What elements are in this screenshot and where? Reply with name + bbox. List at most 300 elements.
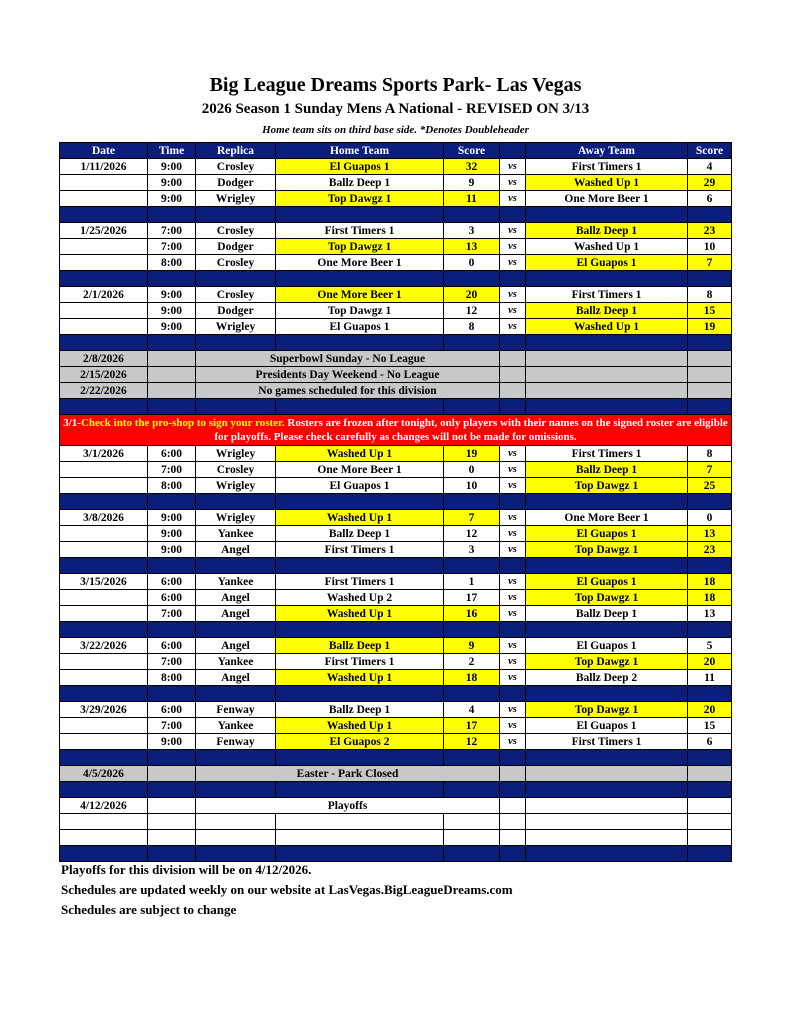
separator-cell xyxy=(60,846,148,862)
separator-cell xyxy=(148,622,196,638)
away-score: 8 xyxy=(688,446,732,462)
home-team: Top Dawgz 1 xyxy=(276,303,444,319)
game-date xyxy=(60,734,148,750)
away-team: Top Dawgz 1 xyxy=(526,478,688,494)
game-field: Wrigley xyxy=(196,446,276,462)
vs-label: vs xyxy=(500,606,526,622)
row-date: 2/15/2026 xyxy=(60,367,148,383)
game-date xyxy=(60,303,148,319)
blank-cell xyxy=(688,814,732,830)
separator-cell xyxy=(526,335,688,351)
game-field: Angel xyxy=(196,542,276,558)
home-team: First Timers 1 xyxy=(276,654,444,670)
col-replica: Replica xyxy=(196,143,276,159)
week-separator xyxy=(60,207,732,223)
home-score: 7 xyxy=(444,510,500,526)
row-blank xyxy=(688,351,732,367)
game-time: 9:00 xyxy=(148,734,196,750)
separator-cell xyxy=(196,207,276,223)
home-score: 0 xyxy=(444,462,500,478)
separator-cell xyxy=(196,750,276,766)
game-row xyxy=(60,255,732,271)
away-team: Washed Up 1 xyxy=(526,239,688,255)
game-time: 9:00 xyxy=(148,510,196,526)
separator-cell xyxy=(276,782,444,798)
page-subtitle: 2026 Season 1 Sunday Mens A National - REVISED ON 3/13 xyxy=(201,101,590,117)
away-score: 20 xyxy=(688,654,732,670)
row-blank xyxy=(526,351,688,367)
col-home-team: Home Team xyxy=(276,143,444,159)
game-row xyxy=(60,542,732,558)
vs-label: vs xyxy=(500,462,526,478)
week-separator xyxy=(60,558,732,574)
home-score: 12 xyxy=(444,526,500,542)
game-field: Wrigley xyxy=(196,319,276,335)
away-score: 20 xyxy=(688,702,732,718)
home-team-note: Home team sits on third base side. *Denotes Doubleheader xyxy=(262,124,529,136)
game-time: 8:00 xyxy=(148,255,196,271)
game-field: Angel xyxy=(196,670,276,686)
separator-cell xyxy=(60,335,148,351)
vs-label: vs xyxy=(500,239,526,255)
home-score: 17 xyxy=(444,590,500,606)
game-row xyxy=(60,287,732,303)
separator-cell xyxy=(60,399,148,415)
away-score: 5 xyxy=(688,638,732,654)
game-row xyxy=(60,718,732,734)
blank-cell xyxy=(444,814,500,830)
home-score: 12 xyxy=(444,734,500,750)
away-score: 6 xyxy=(688,191,732,207)
schedule-body xyxy=(60,159,732,862)
game-field: Dodger xyxy=(196,175,276,191)
game-date xyxy=(60,255,148,271)
home-score: 1 xyxy=(444,574,500,590)
home-team: Ballz Deep 1 xyxy=(276,702,444,718)
game-field: Dodger xyxy=(196,303,276,319)
game-row xyxy=(60,239,732,255)
away-team: Top Dawgz 1 xyxy=(526,542,688,558)
game-row xyxy=(60,654,732,670)
game-date xyxy=(60,462,148,478)
separator-cell xyxy=(60,271,148,287)
separator-cell xyxy=(148,494,196,510)
vs-label: vs xyxy=(500,319,526,335)
game-date: 2/1/2026 xyxy=(60,287,148,303)
home-team: El Guapos 1 xyxy=(276,319,444,335)
separator-cell xyxy=(526,622,688,638)
home-team: First Timers 1 xyxy=(276,542,444,558)
away-team: First Timers 1 xyxy=(526,159,688,175)
home-team: Washed Up 1 xyxy=(276,718,444,734)
week-separator xyxy=(60,271,732,287)
separator-cell xyxy=(444,686,500,702)
game-field: Wrigley xyxy=(196,478,276,494)
game-time: 9:00 xyxy=(148,191,196,207)
vs-label: vs xyxy=(500,287,526,303)
col-away-team: Away Team xyxy=(526,143,688,159)
home-score: 12 xyxy=(444,303,500,319)
vs-label: vs xyxy=(500,159,526,175)
game-field: Fenway xyxy=(196,702,276,718)
row-date: 2/8/2026 xyxy=(60,351,148,367)
away-team: Top Dawgz 1 xyxy=(526,702,688,718)
home-team: El Guapos 1 xyxy=(276,159,444,175)
game-time: 6:00 xyxy=(148,574,196,590)
away-team: El Guapos 1 xyxy=(526,574,688,590)
separator-cell xyxy=(276,750,444,766)
home-team: El Guapos 2 xyxy=(276,734,444,750)
vs-label: vs xyxy=(500,478,526,494)
home-score: 13 xyxy=(444,239,500,255)
home-score: 17 xyxy=(444,718,500,734)
row-blank xyxy=(688,383,732,399)
away-team: Top Dawgz 1 xyxy=(526,654,688,670)
separator-cell xyxy=(196,335,276,351)
separator-cell xyxy=(688,558,732,574)
home-score: 18 xyxy=(444,670,500,686)
header-row xyxy=(60,143,732,159)
separator-cell xyxy=(148,558,196,574)
game-date: 3/29/2026 xyxy=(60,702,148,718)
game-time: 6:00 xyxy=(148,702,196,718)
home-score: 3 xyxy=(444,542,500,558)
game-time: 7:00 xyxy=(148,223,196,239)
game-row xyxy=(60,638,732,654)
blank-cell xyxy=(688,830,732,846)
row-blank xyxy=(526,383,688,399)
home-team: Washed Up 1 xyxy=(276,670,444,686)
row-blank xyxy=(148,798,196,814)
away-team: First Timers 1 xyxy=(526,287,688,303)
col-vs xyxy=(500,143,526,159)
footer-playoffs-note: Playoffs for this division will be on 4/12/2026. xyxy=(61,862,312,877)
separator-cell xyxy=(276,622,444,638)
home-team: First Timers 1 xyxy=(276,223,444,239)
separator-cell xyxy=(526,846,688,862)
separator-cell xyxy=(60,207,148,223)
separator-cell xyxy=(526,558,688,574)
separator-cell xyxy=(688,494,732,510)
game-row xyxy=(60,510,732,526)
blank-cell xyxy=(196,814,276,830)
away-team: One More Beer 1 xyxy=(526,191,688,207)
row-text: Easter - Park Closed xyxy=(196,766,500,782)
vs-label: vs xyxy=(500,702,526,718)
game-field: Wrigley xyxy=(196,510,276,526)
game-time: 6:00 xyxy=(148,638,196,654)
home-score: 9 xyxy=(444,638,500,654)
separator-cell xyxy=(444,335,500,351)
game-field: Yankee xyxy=(196,654,276,670)
col-away-score: Score xyxy=(688,143,732,159)
away-team: First Timers 1 xyxy=(526,734,688,750)
separator-cell xyxy=(196,558,276,574)
away-score: 11 xyxy=(688,670,732,686)
blank-cell xyxy=(60,814,148,830)
blank-cell xyxy=(526,814,688,830)
away-score: 29 xyxy=(688,175,732,191)
schedule-table xyxy=(59,142,732,862)
blank-cell xyxy=(444,830,500,846)
game-time: 8:00 xyxy=(148,478,196,494)
row-text: No games scheduled for this division xyxy=(196,383,500,399)
week-separator xyxy=(60,335,732,351)
away-score: 15 xyxy=(688,303,732,319)
separator-cell xyxy=(196,846,276,862)
away-team: El Guapos 1 xyxy=(526,638,688,654)
separator-cell xyxy=(276,335,444,351)
roster-notice-row xyxy=(60,415,732,446)
home-team: Washed Up 1 xyxy=(276,606,444,622)
away-score: 10 xyxy=(688,239,732,255)
game-date xyxy=(60,239,148,255)
separator-cell xyxy=(444,782,500,798)
week-separator xyxy=(60,494,732,510)
vs-label: vs xyxy=(500,654,526,670)
week-separator xyxy=(60,622,732,638)
separator-cell xyxy=(60,558,148,574)
home-team: Top Dawgz 1 xyxy=(276,239,444,255)
row-blank xyxy=(500,383,526,399)
separator-cell xyxy=(500,399,526,415)
vs-label: vs xyxy=(500,223,526,239)
game-date: 3/22/2026 xyxy=(60,638,148,654)
game-field: Fenway xyxy=(196,734,276,750)
home-score: 2 xyxy=(444,654,500,670)
game-field: Yankee xyxy=(196,526,276,542)
vs-label: vs xyxy=(500,446,526,462)
separator-cell xyxy=(526,750,688,766)
game-date xyxy=(60,718,148,734)
separator-cell xyxy=(196,399,276,415)
page-title: Big League Dreams Sports Park- Las Vegas xyxy=(209,74,582,96)
away-score: 7 xyxy=(688,462,732,478)
game-row xyxy=(60,702,732,718)
away-score: 13 xyxy=(688,606,732,622)
home-team: Ballz Deep 1 xyxy=(276,638,444,654)
away-team: First Timers 1 xyxy=(526,446,688,462)
separator-cell xyxy=(444,622,500,638)
row-date: 4/5/2026 xyxy=(60,766,148,782)
game-date xyxy=(60,526,148,542)
separator-cell xyxy=(196,622,276,638)
away-score: 15 xyxy=(688,718,732,734)
home-score: 3 xyxy=(444,223,500,239)
vs-label: vs xyxy=(500,255,526,271)
separator-cell xyxy=(196,782,276,798)
game-row xyxy=(60,734,732,750)
row-blank xyxy=(688,766,732,782)
game-row xyxy=(60,446,732,462)
home-score: 0 xyxy=(444,255,500,271)
game-date xyxy=(60,319,148,335)
separator-cell xyxy=(688,271,732,287)
vs-label: vs xyxy=(500,303,526,319)
game-time: 9:00 xyxy=(148,175,196,191)
col-home-score: Score xyxy=(444,143,500,159)
separator-cell xyxy=(500,558,526,574)
away-team: Washed Up 1 xyxy=(526,175,688,191)
footer-website-note: Schedules are updated weekly on our website at LasVegas.BigLeagueDreams.com xyxy=(61,882,513,897)
separator-cell xyxy=(196,494,276,510)
away-score: 19 xyxy=(688,319,732,335)
separator-cell xyxy=(688,686,732,702)
game-time: 6:00 xyxy=(148,590,196,606)
row-blank xyxy=(500,351,526,367)
game-date: 3/15/2026 xyxy=(60,574,148,590)
week-separator xyxy=(60,750,732,766)
game-time: 9:00 xyxy=(148,542,196,558)
col-date: Date xyxy=(60,143,148,159)
home-team: One More Beer 1 xyxy=(276,462,444,478)
row-date: 4/12/2026 xyxy=(60,798,148,814)
separator-cell xyxy=(196,686,276,702)
home-score: 32 xyxy=(444,159,500,175)
home-score: 11 xyxy=(444,191,500,207)
game-date xyxy=(60,654,148,670)
blank-cell xyxy=(526,830,688,846)
row-blank xyxy=(500,766,526,782)
playoffs-row xyxy=(60,798,732,814)
separator-cell xyxy=(688,846,732,862)
separator-cell xyxy=(60,686,148,702)
game-time: 9:00 xyxy=(148,319,196,335)
home-score: 10 xyxy=(444,478,500,494)
off-week-row xyxy=(60,367,732,383)
separator-cell xyxy=(526,399,688,415)
off-week-row xyxy=(60,383,732,399)
away-team: Ballz Deep 1 xyxy=(526,462,688,478)
separator-cell xyxy=(60,622,148,638)
away-score: 23 xyxy=(688,542,732,558)
blank-cell xyxy=(276,830,444,846)
home-team: Top Dawgz 1 xyxy=(276,191,444,207)
separator-cell xyxy=(148,846,196,862)
separator-cell xyxy=(276,686,444,702)
separator-cell xyxy=(444,750,500,766)
game-row xyxy=(60,606,732,622)
blank-cell xyxy=(148,814,196,830)
separator-cell xyxy=(688,622,732,638)
separator-cell xyxy=(444,846,500,862)
game-date: 1/25/2026 xyxy=(60,223,148,239)
game-field: Dodger xyxy=(196,239,276,255)
game-time: 6:00 xyxy=(148,446,196,462)
game-field: Wrigley xyxy=(196,191,276,207)
separator-cell xyxy=(444,399,500,415)
game-row xyxy=(60,574,732,590)
away-score: 18 xyxy=(688,590,732,606)
separator-cell xyxy=(688,782,732,798)
away-score: 0 xyxy=(688,510,732,526)
row-blank xyxy=(526,798,688,814)
notice-rest: Rosters are frozen after tonight, only players with their names on the signed roster are eligible for playoffs. Please check carefully as changes will not be made for omissions. xyxy=(214,417,728,443)
game-date: 1/11/2026 xyxy=(60,159,148,175)
vs-label: vs xyxy=(500,526,526,542)
separator-cell xyxy=(148,750,196,766)
separator-cell xyxy=(500,686,526,702)
game-time: 9:00 xyxy=(148,303,196,319)
row-text: Playoffs xyxy=(196,798,500,814)
home-team: One More Beer 1 xyxy=(276,287,444,303)
separator-cell xyxy=(276,207,444,223)
away-team: Ballz Deep 2 xyxy=(526,670,688,686)
away-score: 7 xyxy=(688,255,732,271)
roster-notice xyxy=(60,415,732,446)
week-separator xyxy=(60,399,732,415)
blank-cell xyxy=(276,814,444,830)
separator-cell xyxy=(148,207,196,223)
separator-cell xyxy=(500,271,526,287)
away-score: 18 xyxy=(688,574,732,590)
separator-cell xyxy=(148,782,196,798)
separator-cell xyxy=(500,494,526,510)
blank-cell xyxy=(500,814,526,830)
blank-cell xyxy=(196,830,276,846)
vs-label: vs xyxy=(500,590,526,606)
game-field: Crosley xyxy=(196,159,276,175)
vs-label: vs xyxy=(500,670,526,686)
row-blank xyxy=(526,766,688,782)
easter-row xyxy=(60,766,732,782)
away-team: Top Dawgz 1 xyxy=(526,590,688,606)
home-team: Ballz Deep 1 xyxy=(276,175,444,191)
blank-row xyxy=(60,830,732,846)
week-separator xyxy=(60,782,732,798)
game-field: Angel xyxy=(196,590,276,606)
away-score: 6 xyxy=(688,734,732,750)
home-team: Washed Up 2 xyxy=(276,590,444,606)
away-team: Washed Up 1 xyxy=(526,319,688,335)
game-row xyxy=(60,319,732,335)
away-score: 8 xyxy=(688,287,732,303)
row-date: 2/22/2026 xyxy=(60,383,148,399)
home-score: 4 xyxy=(444,702,500,718)
separator-cell xyxy=(500,782,526,798)
footer-change-note: Schedules are subject to change xyxy=(61,902,237,917)
home-team: El Guapos 1 xyxy=(276,478,444,494)
separator-cell xyxy=(688,399,732,415)
away-score: 4 xyxy=(688,159,732,175)
game-time: 7:00 xyxy=(148,654,196,670)
row-text: Presidents Day Weekend - No League xyxy=(196,367,500,383)
game-row xyxy=(60,303,732,319)
row-blank xyxy=(688,798,732,814)
game-time: 7:00 xyxy=(148,239,196,255)
vs-label: vs xyxy=(500,638,526,654)
game-date xyxy=(60,670,148,686)
game-row xyxy=(60,478,732,494)
game-row xyxy=(60,159,732,175)
game-row xyxy=(60,670,732,686)
separator-cell xyxy=(148,399,196,415)
game-date xyxy=(60,542,148,558)
home-team: Washed Up 1 xyxy=(276,446,444,462)
separator-cell xyxy=(444,494,500,510)
separator-cell xyxy=(60,782,148,798)
game-date: 3/1/2026 xyxy=(60,446,148,462)
game-date xyxy=(60,191,148,207)
game-row xyxy=(60,191,732,207)
game-date xyxy=(60,590,148,606)
separator-cell xyxy=(276,494,444,510)
game-date: 3/8/2026 xyxy=(60,510,148,526)
away-score: 13 xyxy=(688,526,732,542)
separator-cell xyxy=(500,750,526,766)
game-field: Yankee xyxy=(196,574,276,590)
game-time: 7:00 xyxy=(148,462,196,478)
